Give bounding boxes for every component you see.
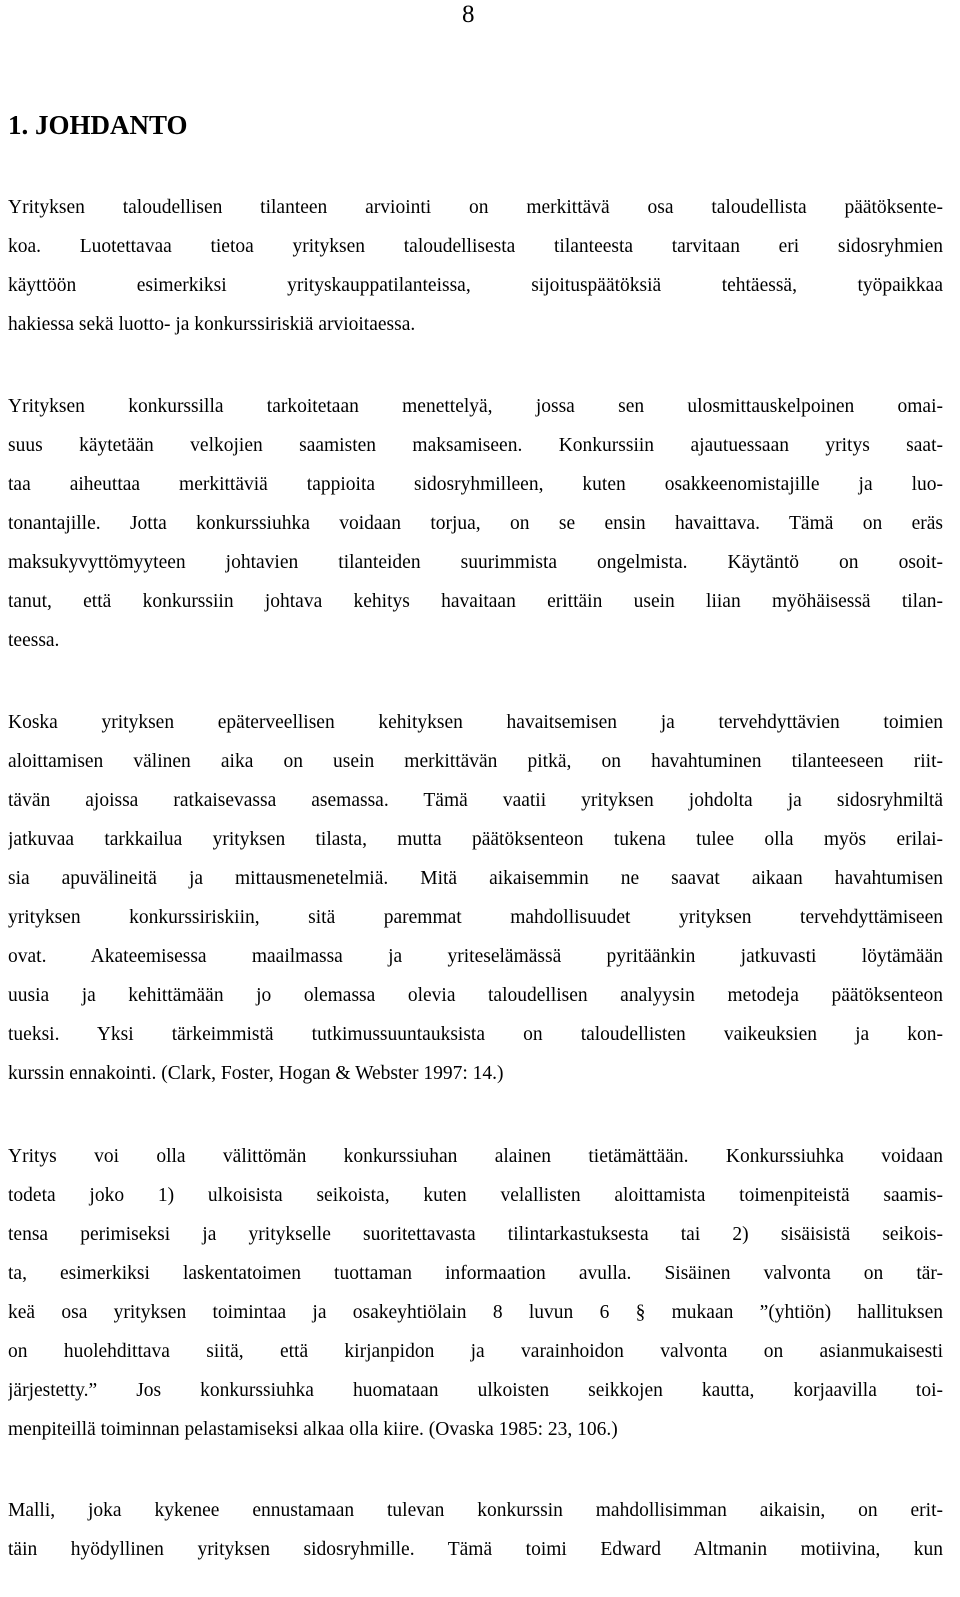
- text-line: menpiteillä toiminnan pelastamiseksi alkaa olla kiire. (Ovaska 1985: 23, 106.): [8, 1419, 618, 1440]
- text-line: Koska yrityksen epäterveellisen kehityksen havaitsemisen ja tervehdyttävien toimien: [8, 712, 943, 733]
- text-line: jatkuvaa tarkkailua yrityksen tilasta, mutta päätöksenteon tukena tulee olla myös erilai-: [8, 829, 943, 850]
- text-line: hakiessa sekä luotto- ja konkurssiriskiä arvioitaessa.: [8, 314, 416, 335]
- text-line: koa. Luotettavaa tietoa yrityksen taloudellisesta tilanteesta tarvitaan eri sidosryhmien: [8, 236, 943, 257]
- text-line: käyttöön esimerkiksi yrityskauppatilanteissa, sijoituspäätöksiä tehtäessä, työpaikkaa: [8, 275, 943, 296]
- text-line: suus käytetään velkojien saamisten maksamiseen. Konkurssiin ajautuessaan yritys saat-: [8, 435, 943, 456]
- text-line: tonantajille. Jotta konkurssiuhka voidaan torjua, on se ensin havaittava. Tämä on eräs: [8, 513, 943, 534]
- text-line: todeta joko 1) ulkoisista seikoista, kuten velallisten aloittamista toimenpiteistä saamis-: [8, 1185, 943, 1206]
- paragraph-early-detection: [8, 703, 943, 1093]
- text-line: taa aiheuttaa merkittäviä tappioita sidosryhmilleen, kuten osakkeenomistajille ja luo-: [8, 474, 943, 495]
- text-line: järjestetty.” Jos konkurssiuhka huomataan ulkoisten seikkojen kautta, korjaavilla toi-: [8, 1380, 943, 1401]
- text-line: Yrityksen konkurssilla tarkoitetaan menettelyä, jossa sen ulosmittauskelpoinen omai-: [8, 396, 943, 417]
- text-line: Yrityksen taloudellisen tilanteen arviointi on merkittävä osa taloudellista päätöksente-: [8, 197, 943, 218]
- text-line: tävän ajoissa ratkaisevassa asemassa. Tämä vaatii yrityksen johdolta ja sidosryhmiltä: [8, 790, 943, 811]
- chapter-heading: 1. JOHDANTO: [8, 110, 188, 140]
- text-line: Yritys voi olla välittömän konkurssiuhan alainen tietämättään. Konkurssiuhka voidaan: [8, 1146, 943, 1167]
- paragraph-altman-model: [8, 1491, 943, 1569]
- text-line: teessa.: [8, 630, 60, 651]
- text-line: ovat. Akateemisessa maailmassa ja yriteselämässä pyritäänkin jatkuvasti löytämään: [8, 946, 943, 967]
- text-line: tueksi. Yksi tärkeimmistä tutkimussuuntauksista on taloudellisten vaikeuksien ja kon-: [8, 1024, 943, 1045]
- text-line: aloittamisen välinen aika on usein merkittävän pitkä, on havahtuminen tilanteeseen riit-: [8, 751, 943, 772]
- paragraph-bankruptcy-definition: [8, 387, 943, 660]
- paragraph-introduction: [8, 188, 943, 344]
- text-line: täin hyödyllinen yrityksen sidosryhmille. Tämä toimi Edward Altmanin motiivina, kun: [8, 1539, 943, 1560]
- paragraph-bankruptcy-threat: [8, 1137, 943, 1449]
- text-line: on huolehdittava siitä, että kirjanpidon ja varainhoidon valvonta on asianmukaisesti: [8, 1341, 943, 1362]
- text-line: maksukyvyttömyyteen johtavien tilanteiden suurimmista ongelmista. Käytäntö on osoit-: [8, 552, 943, 573]
- text-line: tensa perimiseksi ja yritykselle suoritettavasta tilintarkastuksesta tai 2) sisäisistä seikois-: [8, 1224, 943, 1245]
- text-line: ta, esimerkiksi laskentatoimen tuottaman informaation avulla. Sisäinen valvonta on tär-: [8, 1263, 943, 1284]
- text-line: keä osa yrityksen toimintaa ja osakeyhtiölain 8 luvun 6 § mukaan ”(yhtiön) hallituksen: [8, 1302, 943, 1323]
- page-number: 8: [462, 1, 475, 28]
- text-line: Malli, joka kykenee ennustamaan tulevan konkurssin mahdollisimman aikaisin, on erit-: [8, 1500, 943, 1521]
- text-line: kurssin ennakointi. (Clark, Foster, Hogan & Webster 1997: 14.): [8, 1063, 504, 1084]
- text-line: sia apuvälineitä ja mittausmenetelmiä. Mitä aikaisemmin ne saavat aikaan havahtumisen: [8, 868, 943, 889]
- text-line: uusia ja kehittämään jo olemassa olevia taloudellisen analyysin metodeja päätöksenteon: [8, 985, 943, 1006]
- text-line: yrityksen konkurssiriskiin, sitä paremmat mahdollisuudet yrityksen tervehdyttämiseen: [8, 907, 943, 928]
- text-line: tanut, että konkurssiin johtava kehitys havaitaan erittäin usein liian myöhäisessä tilan-: [8, 591, 943, 612]
